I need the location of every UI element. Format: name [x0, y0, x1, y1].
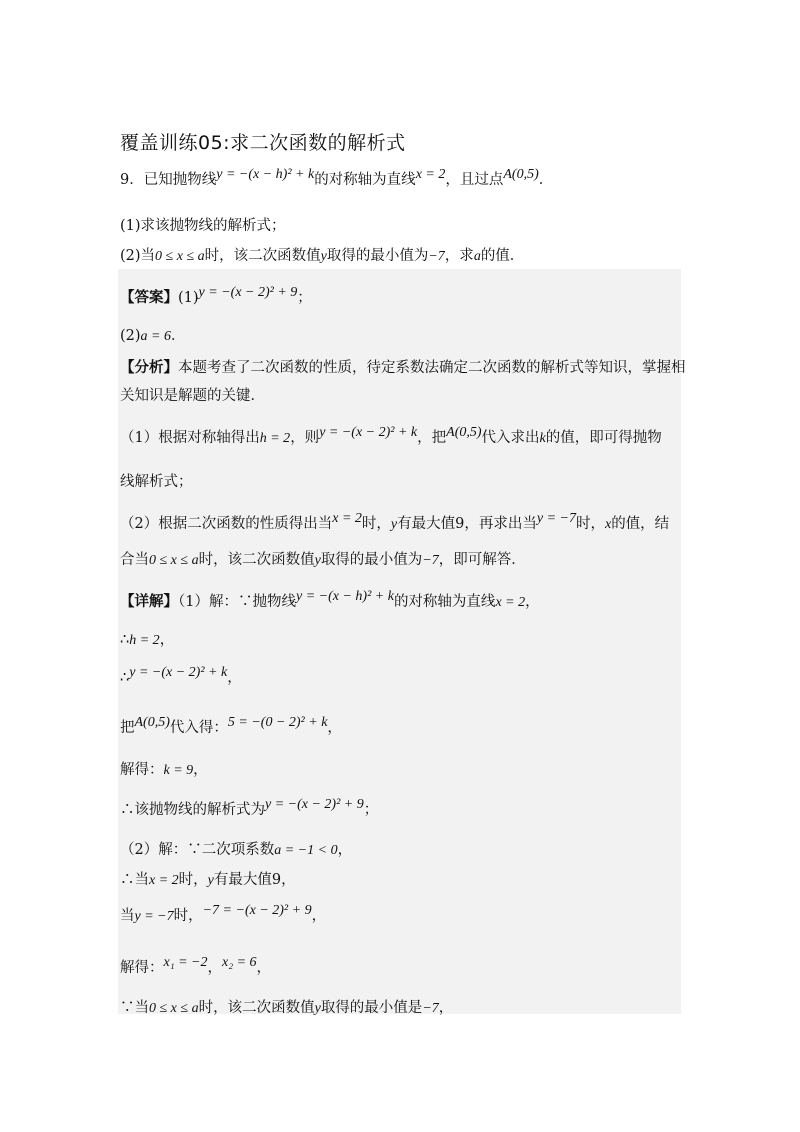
question-part-2: (2)当0 ≤ x ≤ a时，该二次函数值y取得的最小值为−7，求a的值．	[120, 248, 525, 264]
detail-label: 【详解】	[120, 593, 178, 610]
equation: −7 = −(x − 2)² + 9	[202, 903, 312, 918]
equation: x = 2	[332, 511, 362, 526]
equation: x = 2	[495, 595, 526, 610]
detail-line-3: ∴y = −(x − 2)² + k，	[120, 665, 242, 686]
detail-line-1: 【详解】（1）解：∵抛物线y = −(x − h)² + k的对称轴为直线x = 2，	[120, 589, 540, 610]
equation: y = −(x − 2)² + k	[319, 425, 418, 440]
equation: A(0,5)	[134, 715, 170, 730]
analysis-step-2-cont: 合当0 ≤ x ≤ a时，该二次函数值y取得的最小值为−7，即可解答．	[120, 552, 526, 568]
equation: 0 ≤ x ≤ a	[155, 249, 205, 264]
equation: a = −1 < 0	[274, 843, 338, 858]
equation: y = −7	[134, 909, 174, 924]
analysis-label: 【分析】	[120, 359, 178, 376]
equation: x = 2	[415, 167, 446, 182]
analysis-line-1: 【分析】本题考查了二次函数的性质，待定系数法确定二次函数的解析式等知识，掌握相	[120, 359, 686, 376]
equation: A(0,5)	[446, 425, 482, 440]
detail-line-4: 把A(0,5)代入得：5 = −(0 − 2)² + k，	[120, 715, 342, 736]
analysis-step-1-cont: 线解析式；	[120, 474, 193, 490]
equation: y = −7	[536, 511, 576, 526]
detail-line-11: ∵当0 ≤ x ≤ a时，该二次函数值y取得的最小值是−7，	[120, 1000, 454, 1016]
equation: y = −(x − 2)² + k	[129, 665, 228, 680]
equation: h = 2	[129, 633, 160, 648]
analysis-step-1: （1）根据对称轴得出h = 2，则y = −(x − 2)² + k，把A(0,5)代入求出k的值，即可得抛物	[120, 425, 662, 446]
equation: A(0,5)	[503, 167, 539, 182]
analysis-line-2: 关知识是解题的关键．	[120, 388, 265, 404]
answer-line-2: (2)a = 6．	[120, 328, 186, 344]
analysis-step-2: （2）根据二次函数的性质得出当x = 2时，y有最大值9，再求出当y = −7时，x的值，结	[120, 511, 670, 532]
equation: h = 2	[259, 431, 291, 446]
equation: y = −(x − h)² + k	[216, 167, 315, 182]
question-part-1: (1)求该抛物线的解析式；	[120, 218, 286, 234]
equation: k = 9	[163, 763, 194, 778]
detail-line-10: 解得：x₁ = −2，x₂ = 6，	[120, 955, 272, 976]
detail-line-2: ∴h = 2，	[120, 632, 175, 648]
equation: 0 ≤ x ≤ a	[149, 1001, 199, 1016]
equation: x = 2	[149, 873, 179, 888]
equation: y = −(x − 2)² + 9	[198, 285, 298, 300]
page-title: 覆盖训练05:求二次函数的解析式	[120, 132, 406, 154]
detail-line-5: 解得：k = 9，	[120, 762, 208, 778]
equation: 0 ≤ x ≤ a	[149, 553, 199, 568]
question-line-1: 9．已知抛物线y = −(x − h)² + k的对称轴为直线x = 2，且过点A(0,5)．	[120, 167, 554, 188]
detail-line-8: ∴当x = 2时，y有最大值9，	[120, 872, 296, 888]
equation: x₂ = 6	[221, 955, 257, 970]
detail-line-9: 当y = −7时，−7 = −(x − 2)² + 9，	[120, 903, 327, 924]
equation: y = −(x − h)² + k	[295, 589, 394, 604]
equation: a = 6	[140, 329, 171, 344]
answer-label: 【答案】	[120, 289, 178, 306]
equation: 5 = −(0 − 2)² + k	[227, 715, 328, 730]
detail-line-6: ∴该抛物线的解析式为y = −(x − 2)² + 9；	[120, 797, 379, 818]
detail-line-7: （2）解：∵二次项系数a = −1 < 0，	[120, 842, 353, 858]
equation: x₁ = −2	[163, 955, 208, 970]
answer-line-1: 【答案】(1)y = −(x − 2)² + 9；	[120, 285, 312, 306]
equation: y = −(x − 2)² + 9	[265, 797, 364, 812]
